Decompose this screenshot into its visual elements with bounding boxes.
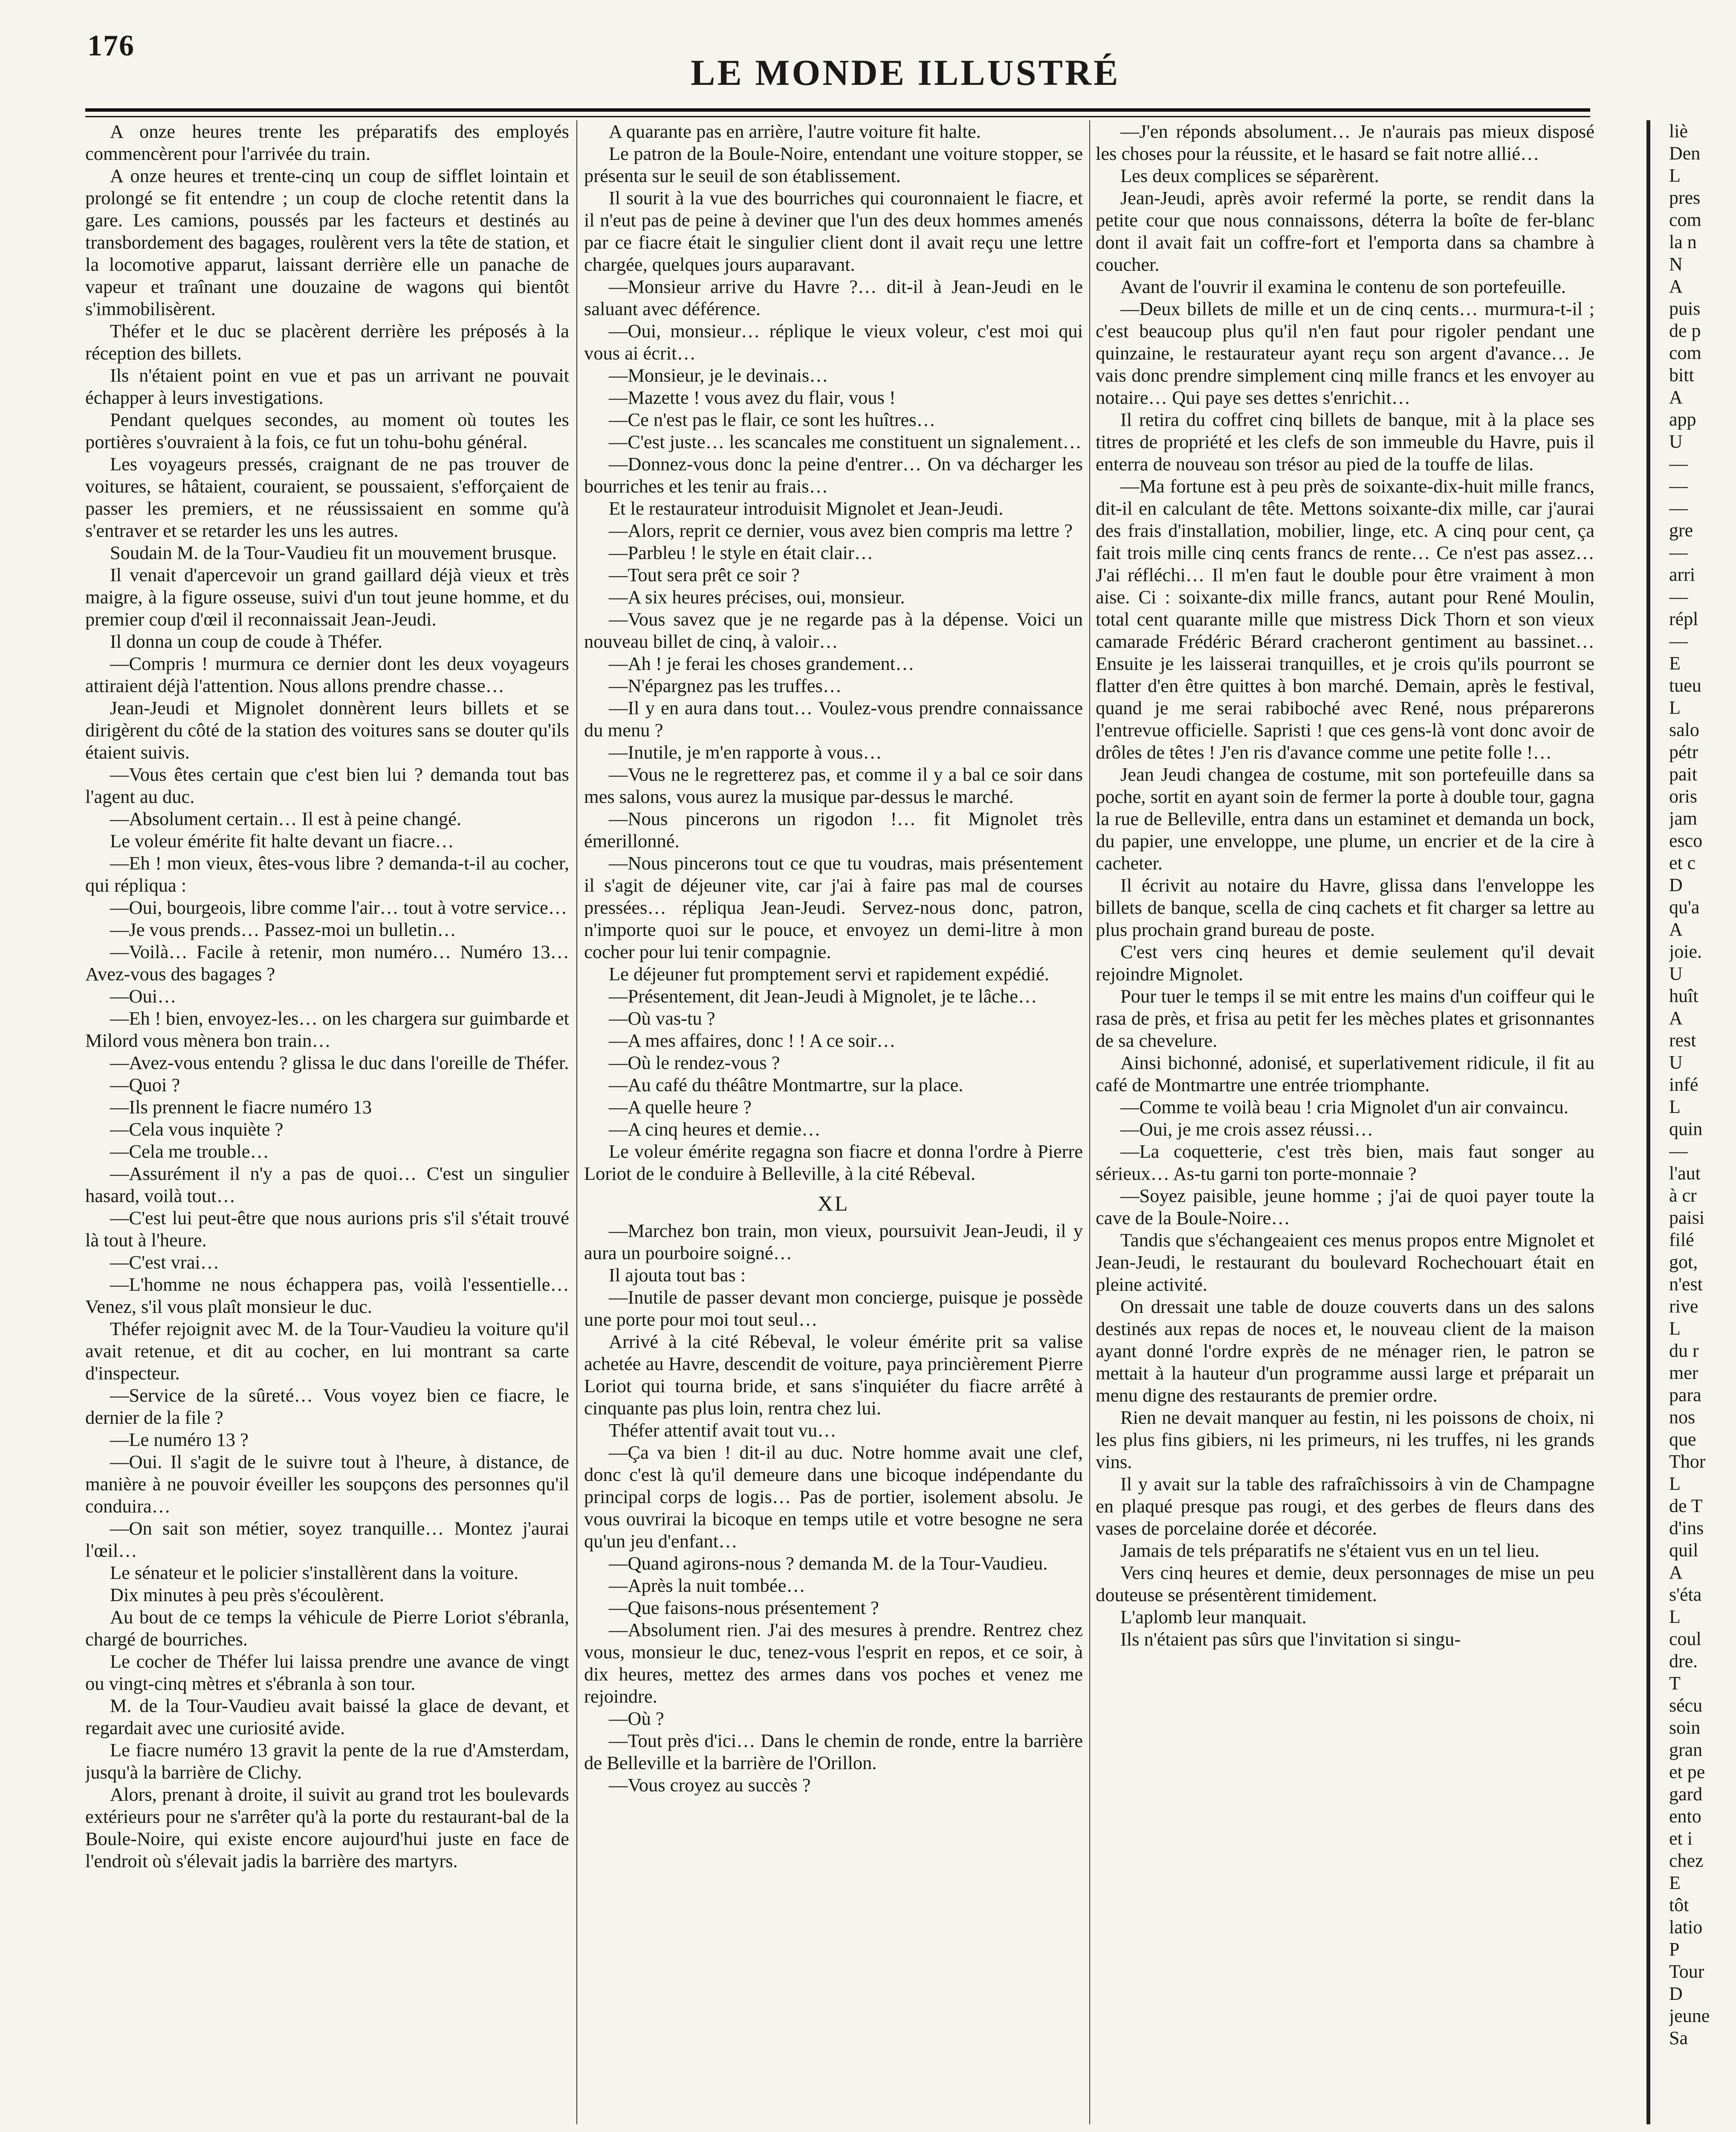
paragraph: —Inutile de passer devant mon concierge, puisque je possède une porte pour moi tout seul… xyxy=(584,1286,1083,1330)
paragraph: E xyxy=(1669,653,1681,674)
paragraph: —Présentement, dit Jean-Jeudi à Mignolet, je te lâche… xyxy=(608,985,1037,1007)
column-divider xyxy=(1089,120,1090,2124)
paragraph: L xyxy=(1669,1096,1681,1117)
paragraph: Sa xyxy=(1669,2028,1688,2048)
paragraph: D xyxy=(1669,1983,1683,2004)
paragraph: mer xyxy=(1669,1362,1698,1383)
paragraph: M. de la Tour-Vaudieu avait baissé la glace de devant, et regardait avec une curiosité avide. xyxy=(85,1695,569,1738)
paragraph: et pe xyxy=(1669,1761,1705,1782)
paragraph: Le cocher de Théfer lui laissa prendre une avance de vingt ou vingt-cinq mètres et s'ébranla à son tour. xyxy=(85,1651,569,1694)
paragraph: —L'homme ne nous échappera pas, voilà l'essentielle… Venez, s'il vous plaît monsieur le duc. xyxy=(85,1274,569,1317)
paragraph: A xyxy=(1669,1562,1683,1583)
paragraph: Dix minutes à peu près s'écoulèrent. xyxy=(110,1584,385,1605)
paragraph: rive xyxy=(1669,1296,1698,1317)
paragraph: huît xyxy=(1669,985,1698,1006)
paragraph: liè xyxy=(1669,121,1688,142)
paragraph: gran xyxy=(1669,1739,1703,1760)
paragraph: —Eh ! bien, envoyez-les… on les chargera sur guimbarde et Milord vous mènera bon train… xyxy=(85,1008,569,1051)
paragraph: —Monsieur arrive du Havre ?… dit-il à Jean-Jeudi en le saluant avec déférence. xyxy=(584,276,1083,319)
paragraph: —Oui… xyxy=(110,985,176,1007)
paragraph: Pour tuer le temps il se mit entre les mains d'un coiffeur qui le rasa de près, et frisa au petit fer les mèches plates et grisonnantes de sa chevelure. xyxy=(1096,985,1594,1051)
paragraph: —Où ? xyxy=(608,1708,664,1729)
paragraph: pétr xyxy=(1669,742,1698,762)
paragraph: Il ajouta tout bas : xyxy=(608,1264,746,1286)
paragraph: Le voleur émérite fit halte devant un fiacre… xyxy=(110,830,454,852)
page-number: 176 xyxy=(87,29,135,62)
paragraph: coul xyxy=(1669,1628,1701,1649)
paragraph: — xyxy=(1669,631,1688,652)
paragraph: chez xyxy=(1669,1850,1704,1871)
paragraph: D xyxy=(1669,875,1683,895)
header-rule-thick xyxy=(85,108,1590,112)
paragraph: —Nous pincerons un rigodon !… fit Mignolet très émerillonné. xyxy=(584,808,1083,852)
paragraph: que xyxy=(1669,1429,1696,1450)
paragraph: A xyxy=(1669,387,1683,408)
paragraph: —Où le rendez-vous ? xyxy=(608,1052,780,1073)
paragraph: —Parbleu ! le style en était clair… xyxy=(608,542,874,563)
text-column-3 xyxy=(1096,120,1594,2099)
paragraph: —Vous êtes certain que c'est bien lui ? demanda tout bas l'agent au duc. xyxy=(85,764,569,807)
paragraph: —C'est vrai… xyxy=(110,1251,220,1273)
paragraph: —Soyez paisible, jeune homme ; j'ai de quoi payer toute la cave de la Boule-Noire… xyxy=(1096,1185,1594,1228)
paragraph: Il écrivit au notaire du Havre, glissa dans l'enveloppe les billets de banque, scella de cinq cachets et fit charger sa lettre au plus prochain grand bureau de poste. xyxy=(1096,875,1594,940)
paragraph: gre xyxy=(1669,520,1693,541)
paragraph: L xyxy=(1669,165,1681,186)
paragraph: U xyxy=(1669,1052,1683,1073)
paragraph: —Ça va bien ! dit-il au duc. Notre homme avait une clef, donc c'est là qu'il demeure dans une bicoque indépendante du principal corps de logis… Pas de portier, isolement absolu. Je vous ouvrirai la bicoque en temps utile et votre besogne ne sera qu'un jeu d'enfant… xyxy=(584,1442,1083,1552)
paragraph: com xyxy=(1669,342,1701,363)
paragraph: tôt xyxy=(1669,1894,1689,1915)
paragraph: quin xyxy=(1669,1118,1703,1139)
paragraph: A onze heures et trente-cinq un coup de sifflet lointain et prolongé se fit entendre ; un coup de cloche retentit dans la gare. Les camions, poussés par les facteurs et destinés au transbordement des bagages, roulèrent vers la tête de station, et la locomotive apparut, laissant derrière elle un panache de vapeur et traînant une douzaine de wagons qui bientôt s'immobilisèrent. xyxy=(85,165,569,319)
paragraph: L'aplomb leur manquait. xyxy=(1120,1606,1307,1628)
paragraph: —Oui, je me crois assez réussi… xyxy=(1120,1118,1374,1140)
paragraph: —Ma fortune est à peu près de soixante-dix-huit mille francs, dit-il en calculant de tête. Mettons soixante-dix mille, car j'aurai des frais d'installation, mobilier, linge, etc. A cinq pour cent, ça fait trois mille cinq cents francs de rente… Ce n'est pas assez… J'ai réfléchi… Il m'en faut le double pour être vraiment à mon aise. Ci : soixante-dix mille francs, autant pour René Moulin, total cent quarante mille que mistress Dick Thorn et son vieux camarade Frédéric Bérard cracheront gentiment au bassinet… Ensuite je les laisserai tranquilles, et je crois qu'ils pourront se flatter d'en être quittes à bon marché. Demain, après le festival, quand je me serai rabiboché avec René, nous préparerons l'entrevue officielle. Sapristi ! que ces gens-là vont donc avoir de drôles de têtes ! J'en ris d'avance comme une petite folle !… xyxy=(1096,475,1594,763)
paragraph: Le sénateur et le policier s'installèrent dans la voiture. xyxy=(110,1562,519,1583)
paragraph: On dressait une table de douze couverts dans un des salons destinés aux repas de noces et, le nouveau client de la maison ayant donné l'ordre exprès de ne ménager rien, le patron se mettait à la hauteur d'un programme aussi large et préparait un menu digne des restaurants de premier ordre. xyxy=(1096,1296,1594,1406)
paragraph: —Service de la sûreté… Vous voyez bien ce fiacre, le dernier de la file ? xyxy=(85,1385,569,1428)
paragraph: —Assurément il n'y a pas de quoi… C'est un singulier hasard, voilà tout… xyxy=(85,1163,569,1206)
paragraph: Jean Jeudi changea de costume, mit son portefeuille dans sa poche, sortit en ayant soin de fermer la porte à double tour, gagna la rue de Belleville, entra dans un estaminet et demanda un bock, du papier, une enveloppe, une plume, un encrier et de la cire à cacheter. xyxy=(1096,764,1594,874)
paragraph: Le fiacre numéro 13 gravit la pente de la rue d'Amsterdam, jusqu'à la barrière de Clichy. xyxy=(85,1739,569,1783)
paragraph: Jamais de tels préparatifs ne s'étaient vus en un tel lieu. xyxy=(1120,1540,1539,1561)
paragraph: Il venait d'apercevoir un grand gaillard déjà vieux et très maigre, à la figure osseuse, suivi d'un tout jeune homme, et du premier coup d'œil il reconnaissait Jean-Jeudi. xyxy=(85,564,569,630)
paragraph: —Le numéro 13 ? xyxy=(110,1429,249,1450)
paragraph: —Vous ne le regretterez pas, et comme il y a bal ce soir dans mes salons, vous aurez la musique par-dessus le marché. xyxy=(584,764,1083,807)
paragraph: qu'a xyxy=(1669,897,1700,918)
paragraph: Le déjeuner fut promptement servi et rapidement expédié. xyxy=(608,963,1049,985)
paragraph: sécu xyxy=(1669,1695,1703,1716)
column-divider xyxy=(576,120,577,2124)
header-rule-thin xyxy=(85,116,1590,117)
paragraph: Théfer et le duc se placèrent derrière les préposés à la réception des billets. xyxy=(85,320,569,364)
paragraph: —Ils prennent le fiacre numéro 13 xyxy=(110,1096,372,1118)
paragraph: T xyxy=(1669,1673,1681,1694)
paragraph: —Donnez-vous donc la peine d'entrer… On va décharger les bourriches et les tenir au frais… xyxy=(584,453,1083,497)
paragraph: n'est xyxy=(1669,1274,1703,1295)
paragraph: Théfer rejoignit avec M. de la Tour-Vaudieu la voiture qu'il avait retenue, et dit au cocher, en lui montrant sa carte d'inspecteur. xyxy=(85,1318,569,1384)
paragraph: dre. xyxy=(1669,1651,1698,1671)
text-column-4-cut xyxy=(1669,120,1736,2099)
paragraph: Les deux complices se séparèrent. xyxy=(1120,165,1379,186)
paragraph: —On sait son métier, soyez tranquille… Montez j'aurai l'œil… xyxy=(85,1518,569,1561)
paragraph: tueu xyxy=(1669,675,1701,696)
paragraph: —Ce n'est pas le flair, ce sont les huîtres… xyxy=(608,409,936,430)
paragraph: Théfer attentif avait tout vu… xyxy=(608,1419,836,1441)
paragraph: pres xyxy=(1669,187,1701,208)
paragraph: répl xyxy=(1669,608,1698,629)
paragraph: Le voleur émérite regagna son fiacre et donna l'ordre à Pierre Loriot de le conduire à Belleville, à la cité Rébeval. xyxy=(584,1141,1083,1184)
paragraph: Arrivé à la cité Rébeval, le voleur émérite prit sa valise achetée au Havre, descendit de voiture, paya princièrement Pierre Loriot qui tourna bride, et sans s'inquiéter du fiacre arrêté à cinquante pas plus loin, rentra chez lui. xyxy=(584,1331,1083,1419)
paragraph: got, xyxy=(1669,1251,1698,1272)
paragraph: gard xyxy=(1669,1784,1703,1805)
paragraph: —Oui, monsieur… réplique le vieux voleur, c'est moi qui vous ai écrit… xyxy=(584,320,1083,364)
paragraph: A quarante pas en arrière, l'autre voiture fit halte. xyxy=(608,121,981,142)
paragraph: — xyxy=(1669,586,1688,607)
paragraph: C'est vers cinq heures et demie seulement qu'il devait rejoindre Mignolet. xyxy=(1096,941,1594,985)
paragraph: —A six heures précises, oui, monsieur. xyxy=(608,586,905,608)
paragraph: —Oui. Il s'agit de le suivre tout à l'heure, à distance, de manière à ne pouvoir éveiller les soupçons des personnes qu'il conduira… xyxy=(85,1451,569,1517)
paragraph: esco xyxy=(1669,830,1703,851)
paragraph: — xyxy=(1669,498,1688,519)
paragraph: N xyxy=(1669,254,1683,275)
paragraph: —Nous pincerons tout ce que tu voudras, mais présentement il s'agit de déjeuner vite, car j'ai à faire pas mal de courses pressées… répliqua Jean-Jeudi. Servez-nous donc, patron, n'importe quoi sur le pouce, et envoyez un demi-litre à mon cocher pour lui tenir compagnie. xyxy=(584,852,1083,962)
paragraph: —Au café du théâtre Montmartre, sur la place. xyxy=(608,1074,963,1095)
paragraph: — xyxy=(1669,475,1688,496)
paragraph: du r xyxy=(1669,1340,1699,1361)
paragraph: Pendant quelques secondes, au moment où toutes les portières s'ouvraient à la fois, ce fut un tohu-bohu général. xyxy=(85,409,569,452)
paragraph: —Quand agirons-nous ? demanda M. de la Tour-Vaudieu. xyxy=(608,1553,1048,1574)
paragraph: Tandis que s'échangeaient ces menus propos entre Mignolet et Jean-Jeudi, le restaurant du boulevard Rochechouart était en pleine activité. xyxy=(1096,1229,1594,1295)
chapter-heading: XL xyxy=(817,1191,850,1215)
paragraph: s'éta xyxy=(1669,1584,1702,1605)
paragraph: com xyxy=(1669,209,1701,230)
paragraph: —C'est lui peut-être que nous aurions pris s'il s'était trouvé là tout à l'heure. xyxy=(85,1207,569,1251)
page-gutter xyxy=(1646,120,1650,2124)
paragraph: para xyxy=(1669,1385,1701,1405)
paragraph: arri xyxy=(1669,564,1695,585)
paragraph: —Quoi ? xyxy=(110,1074,180,1095)
paragraph: —Absolument certain… Il est à peine changé. xyxy=(110,808,462,829)
paragraph: Ils n'étaient point en vue et pas un arrivant ne pouvait échapper à leurs investigations. xyxy=(85,365,569,408)
paragraph: nos xyxy=(1669,1407,1695,1428)
paragraph: — xyxy=(1669,1141,1688,1162)
paragraph: L xyxy=(1669,1318,1681,1339)
paragraph: de p xyxy=(1669,320,1701,341)
paragraph: pait xyxy=(1669,764,1697,785)
paragraph: —A quelle heure ? xyxy=(608,1096,752,1118)
page-header xyxy=(0,0,1736,111)
paragraph: —N'épargnez pas les truffes… xyxy=(608,675,842,696)
paragraph: Il retira du coffret cinq billets de banque, mit à la place ses titres de propriété et les clefs de son immeuble du Havre, puis il enterra de nouveau son trésor au pied de la touffe de lilas. xyxy=(1096,409,1594,475)
paragraph: salo xyxy=(1669,719,1699,740)
paragraph: —C'est juste… les scancales me constituent un signalement… xyxy=(608,431,1082,452)
paragraph: jeune xyxy=(1669,2005,1710,2026)
paragraph: Les voyageurs pressés, craignant de ne pas trouver de voitures, se hâtaient, couraient, se poussaient, s'efforçaient de passer les premiers, et ne réussissaient en somme qu'à s'entraver et se retarder les uns les autres. xyxy=(85,453,569,541)
paragraph: et c xyxy=(1669,852,1696,873)
paragraph: —Tout près d'ici… Dans le chemin de ronde, entre la barrière de Belleville et la barrière de l'Orillon. xyxy=(584,1730,1083,1773)
paragraph: —Vous savez que je ne regarde pas à la dépense. Voici un nouveau billet de cinq, à valoir… xyxy=(584,608,1083,652)
paragraph: P xyxy=(1669,1939,1680,1960)
paragraph: —Ah ! je ferai les choses grandement… xyxy=(608,653,914,674)
paragraph: —Compris ! murmura ce dernier dont les deux voyageurs attiraient déjà l'attention. Nous allons prendre chasse… xyxy=(85,653,569,696)
paragraph: —La coquetterie, c'est très bien, mais faut songer au sérieux… As-tu garni ton porte-monnaie ? xyxy=(1096,1141,1594,1184)
paragraph: Rien ne devait manquer au festin, ni les poissons de choix, ni les plus fins gibiers, ni les primeurs, ni les truffes, ni les grands vins. xyxy=(1096,1407,1594,1472)
paragraph: Soudain M. de la Tour-Vaudieu fit un mouvement brusque. xyxy=(110,542,557,563)
paragraph: —Cela vous inquiète ? xyxy=(110,1118,284,1140)
paragraph: —Avez-vous entendu ? glissa le duc dans l'oreille de Théfer. xyxy=(110,1052,569,1073)
paragraph: A xyxy=(1669,919,1683,940)
paragraph: A xyxy=(1669,276,1683,297)
paragraph: —Oui, bourgeois, libre comme l'air… tout à votre service… xyxy=(110,897,567,918)
text-column-1 xyxy=(85,120,569,2099)
paragraph: —Inutile, je m'en rapporte à vous… xyxy=(608,742,882,763)
paragraph: d'ins xyxy=(1669,1518,1704,1538)
paragraph: Vers cinq heures et demie, deux personnages de mise un peu douteuse se présentèrent timidement. xyxy=(1096,1562,1594,1605)
masthead-title: LE MONDE ILLUSTRÉ xyxy=(691,52,1120,93)
paragraph: rest xyxy=(1669,1030,1696,1051)
paragraph: —Deux billets de mille et un de cinq cents… murmura-t-il ; c'est beaucoup plus qu'il n'en faut pour rigoler pendant une quinzaine, le restaurateur ayant reçu son argent d'avance… Je vais donc prendre simplement cinq mille francs et les envoyer au notaire… Qui paye ses dettes s'enrichit… xyxy=(1096,298,1594,408)
paragraph: la n xyxy=(1669,232,1697,252)
paragraph: —Mazette ! vous avez du flair, vous ! xyxy=(608,387,896,408)
paragraph: L xyxy=(1669,697,1681,718)
paragraph: Ils n'étaient pas sûrs que l'invitation si singu- xyxy=(1120,1628,1461,1650)
paragraph: Le patron de la Boule-Noire, entendant une voiture stopper, se présenta sur le seuil de son établissement. xyxy=(584,143,1083,186)
paragraph: Jean-Jeudi et Mignolet donnèrent leurs billets et se dirigèrent du côté de la station des voitures sans se douter qu'ils étaient suivis. xyxy=(85,697,569,763)
paragraph: ento xyxy=(1669,1806,1701,1827)
paragraph: Avant de l'ouvrir il examina le contenu de son portefeuille. xyxy=(1120,276,1566,297)
paragraph: —Il y en aura dans tout… Voulez-vous prendre connaissance du menu ? xyxy=(584,697,1083,741)
paragraph: Ainsi bichonné, adonisé, et superlativement ridicule, il fit au café de Montmartre une entrée triomphante. xyxy=(1096,1052,1594,1095)
paragraph: Jean-Jeudi, après avoir refermé la porte, se rendit dans la petite cour que nous connaissons, déterra la boîte de fer-blanc dont il avait fait un coffre-fort et l'emporta dans sa chambre à coucher. xyxy=(1096,187,1594,275)
paragraph: Tour xyxy=(1669,1961,1704,1982)
paragraph: jam xyxy=(1669,808,1697,829)
paragraph: —Comme te voilà beau ! cria Mignolet d'un air convaincu. xyxy=(1120,1096,1568,1118)
paragraph: U xyxy=(1669,431,1683,452)
paragraph: filé xyxy=(1669,1229,1694,1250)
paragraph: —Monsieur, je le devinais… xyxy=(608,365,828,386)
paragraph: —Voilà… Facile à retenir, mon numéro… Numéro 13… Avez-vous des bagages ? xyxy=(85,941,569,985)
paragraph: —Je vous prends… Passez-moi un bulletin… xyxy=(110,919,456,940)
paragraph: — xyxy=(1669,542,1688,563)
paragraph: —Absolument rien. J'ai des mesures à prendre. Rentrez chez vous, monsieur le duc, tenez-vous l'esprit en repos, et ce soir, à dix heures, mettez des armes dans vos poches et venez me rejoindre. xyxy=(584,1619,1083,1707)
paragraph: Den xyxy=(1669,143,1701,164)
paragraph: —Tout sera prêt ce soir ? xyxy=(608,564,800,585)
paragraph: à cr xyxy=(1669,1185,1697,1206)
paragraph: —A mes affaires, donc ! ! A ce soir… xyxy=(608,1030,896,1051)
paragraph: latio xyxy=(1669,1917,1703,1938)
paragraph: infé xyxy=(1669,1074,1698,1095)
paragraph: joie. xyxy=(1669,941,1702,962)
paragraph: —Marchez bon train, mon vieux, poursuivit Jean-Jeudi, il y aura un pourboire soigné… xyxy=(584,1220,1083,1263)
paragraph: oris xyxy=(1669,786,1697,807)
paragraph: Il sourit à la vue des bourriches qui couronnaient le fiacre, et il n'eut pas de peine à deviner que l'un des deux hommes amenés par ce fiacre était le singulier client dont il avait reçu une lettre chargée, quelques jours auparavant. xyxy=(584,187,1083,275)
paragraph: quil xyxy=(1669,1540,1698,1561)
paragraph: —Que faisons-nous présentement ? xyxy=(608,1597,879,1618)
paragraph: puis xyxy=(1669,298,1701,319)
paragraph: —Après la nuit tombée… xyxy=(608,1575,805,1596)
paragraph: Au bout de ce temps la véhicule de Pierre Loriot s'ébranla, chargé de bourriches. xyxy=(85,1606,569,1650)
paragraph: paisi xyxy=(1669,1207,1705,1228)
paragraph: Il donna un coup de coude à Théfer. xyxy=(110,631,383,652)
paragraph: et i xyxy=(1669,1828,1693,1849)
paragraph: L xyxy=(1669,1606,1681,1627)
paragraph: — xyxy=(1669,453,1688,474)
paragraph: L xyxy=(1669,1473,1681,1494)
paragraph: bitt xyxy=(1669,365,1694,385)
paragraph: U xyxy=(1669,963,1683,984)
paragraph: E xyxy=(1669,1872,1681,1893)
paragraph: Et le restaurateur introduisit Mignolet et Jean-Jeudi. xyxy=(608,498,1004,519)
paragraph: l'aut xyxy=(1669,1163,1701,1184)
paragraph: —Alors, reprit ce dernier, vous avez bien compris ma lettre ? xyxy=(608,520,1073,541)
paragraph: de T xyxy=(1669,1495,1703,1516)
paragraph: app xyxy=(1669,409,1696,430)
paragraph: —A cinq heures et demie… xyxy=(608,1118,821,1140)
paragraph: —Eh ! mon vieux, êtes-vous libre ? demanda-t-il au cocher, qui répliqua : xyxy=(85,852,569,896)
paragraph: A xyxy=(1669,1008,1683,1028)
paragraph: —Vous croyez au succès ? xyxy=(608,1774,811,1796)
paragraph: Thor xyxy=(1669,1451,1706,1472)
paragraph: —Où vas-tu ? xyxy=(608,1008,715,1029)
paragraph: A onze heures trente les préparatifs des employés commencèrent pour l'arrivée du train. xyxy=(85,121,569,164)
paragraph: —J'en réponds absolument… Je n'aurais pas mieux disposé les choses pour la réussite, et le hasard se fait notre allié… xyxy=(1096,121,1594,164)
paragraph: —Cela me trouble… xyxy=(110,1141,269,1162)
paragraph: Alors, prenant à droite, il suivit au grand trot les boulevards extérieurs pour ne s'arrêter qu'à la porte du restaurant-bal de la Boule-Noire, qui existe encore aujourd'hui juste en face de l'endroit où s'élevait jadis la barrière des martyrs. xyxy=(85,1784,569,1871)
text-column-2 xyxy=(584,120,1083,2099)
paragraph: Il y avait sur la table des rafraîchissoirs à vin de Champagne en plaqué presque pas rougi, et des gerbes de fleurs dans des vases de porcelaine dorée et décorée. xyxy=(1096,1473,1594,1539)
paragraph: soin xyxy=(1669,1717,1701,1738)
